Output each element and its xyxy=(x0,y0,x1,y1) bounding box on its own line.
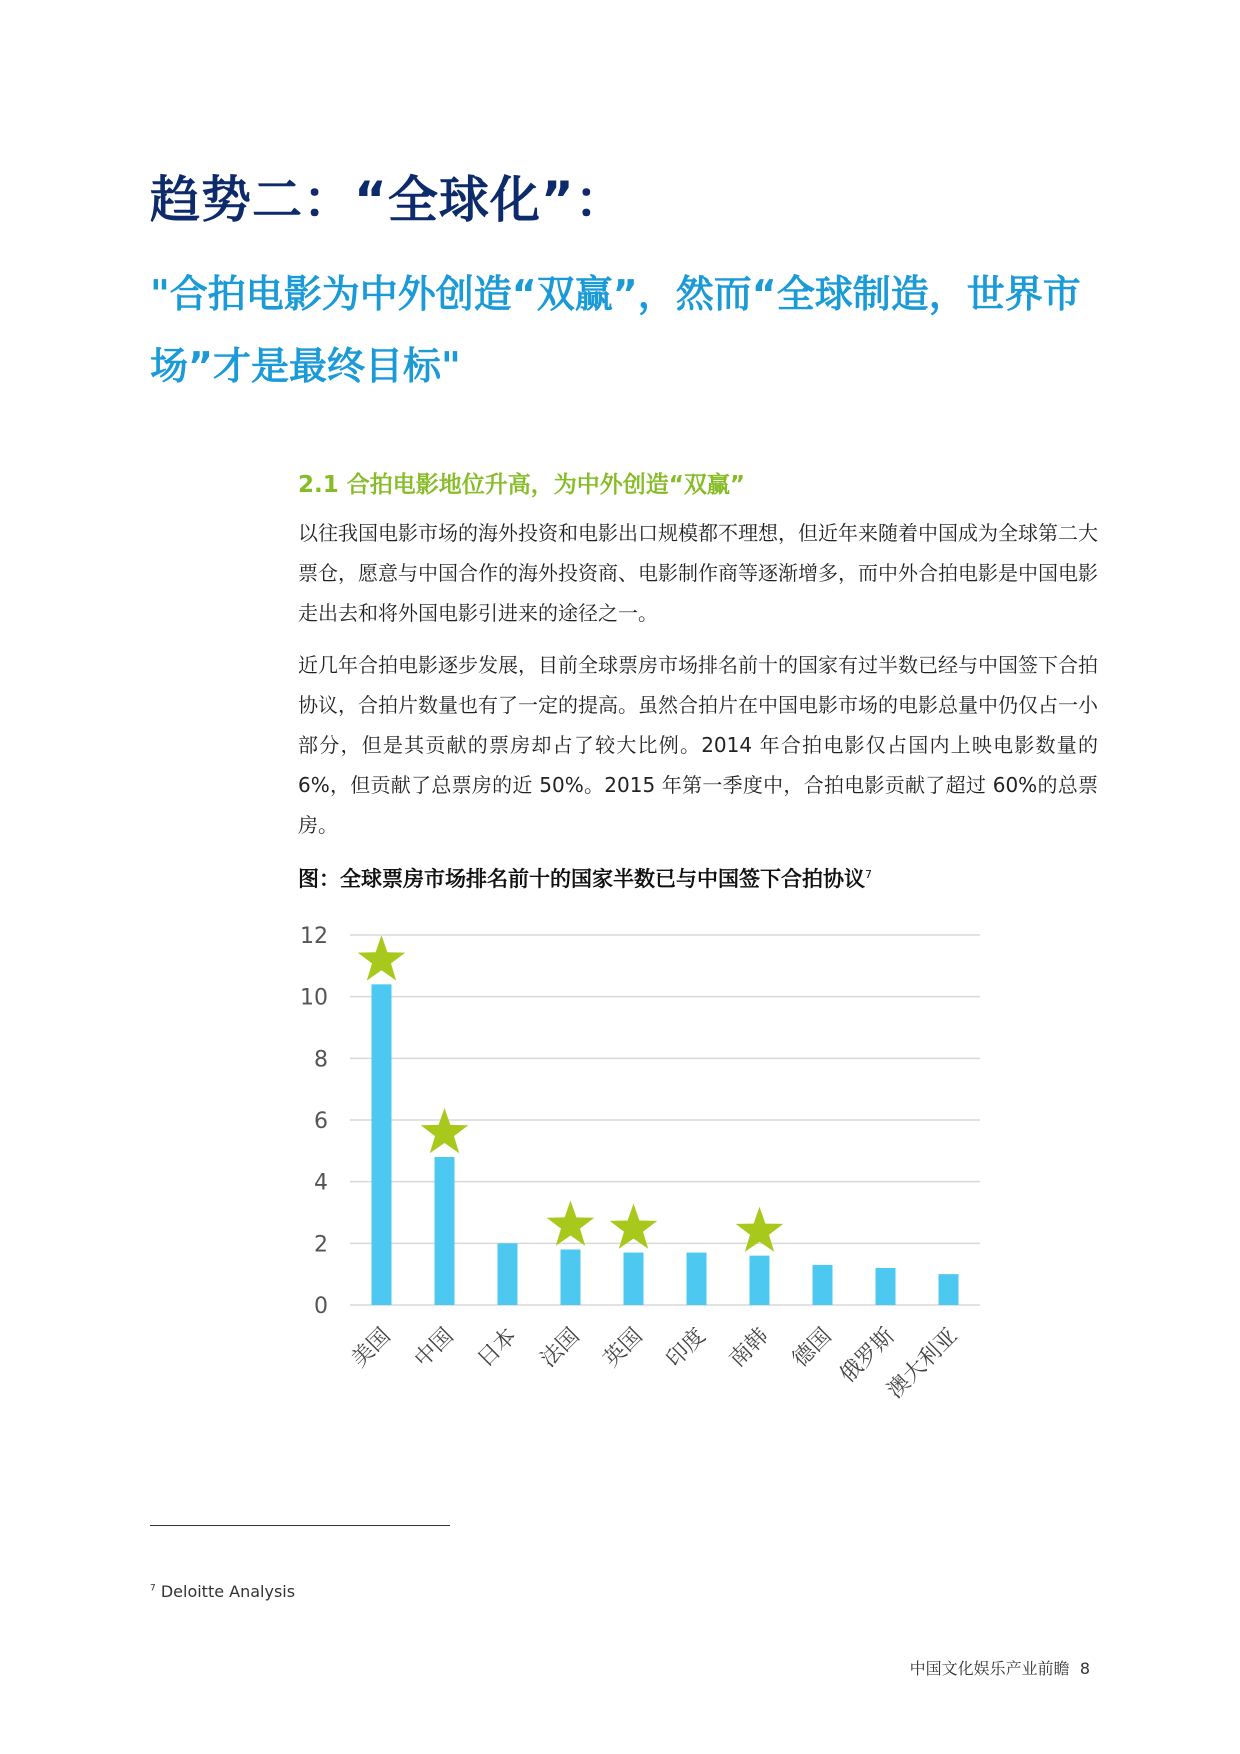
y-tick-label: 10 xyxy=(300,985,328,1011)
bar-chart xyxy=(290,905,990,1495)
body-paragraph-1: 以往我国电影市场的海外投资和电影出口规模都不理想，但近年来随着中国成为全球第二大票仓，愿意与中国合作的海外投资商、电影制作商等逐渐增多，而中外合拍电影是中国电影走出去和将外国电影引进来的途径之一。 xyxy=(298,521,1098,625)
footnote-text: Deloitte Analysis xyxy=(160,1582,296,1601)
x-tick-label: 美国 xyxy=(346,1323,396,1373)
page-number: 8 xyxy=(1079,1659,1090,1678)
bar xyxy=(750,1256,770,1305)
body-paragraph-2: 近几年合拍电影逐步发展，目前全球票房市场排名前十的国家有过半数已经与中国签下合拍协议，合拍片数量也有了一定的提高。虽然合拍片在中国电影市场的电影总量中仍仅占一小部分，但是其贡献的票房却占了较大比例。2014 年合拍电影仅占国内上映电影数量的 6%，但贡献了总票房的近 50%。2015 年第一季度中，合拍电影贡献了超过 60%的总票房。 xyxy=(298,653,1098,837)
page-subtitle: "合拍电影为中外创造“双赢”，然而“全球制造，世界市场”才是最终目标" xyxy=(150,272,1081,388)
footnote-divider xyxy=(150,1525,450,1526)
section-heading: 2.1 合拍电影地位升高，为中外创造“双赢” xyxy=(298,472,745,498)
bar xyxy=(561,1250,581,1306)
y-tick-label: 4 xyxy=(314,1170,328,1196)
star-icon xyxy=(358,935,406,980)
y-tick-label: 0 xyxy=(314,1294,328,1319)
x-tick-label: 印度 xyxy=(661,1323,711,1373)
x-tick-label: 法国 xyxy=(535,1323,585,1373)
bar xyxy=(939,1274,959,1305)
y-tick-label: 6 xyxy=(314,1109,328,1134)
x-tick-label: 中国 xyxy=(409,1323,459,1373)
y-tick-label: 12 xyxy=(300,924,328,949)
bar xyxy=(372,984,392,1305)
bar xyxy=(624,1253,644,1305)
star-icon xyxy=(736,1207,784,1252)
figure-caption-text: 图：全球票房市场排名前十的国家半数已与中国签下合拍协议 xyxy=(298,867,865,891)
figure-caption-footnote-ref: 7 xyxy=(865,868,872,881)
star-icon xyxy=(547,1201,595,1246)
bar xyxy=(435,1157,455,1305)
y-tick-label: 2 xyxy=(314,1232,328,1258)
star-icon xyxy=(421,1108,469,1153)
bar xyxy=(498,1243,518,1305)
footnote xyxy=(150,1582,295,1601)
x-tick-label: 南韩 xyxy=(724,1323,774,1373)
bar xyxy=(687,1253,707,1305)
footer-title: 中国文化娱乐产业前瞻 xyxy=(909,1659,1070,1678)
x-tick-label: 日本 xyxy=(472,1323,522,1373)
footnote-marker: 7 xyxy=(150,1583,156,1594)
bar xyxy=(876,1268,896,1305)
y-tick-label: 8 xyxy=(314,1047,328,1073)
x-tick-label: 俄罗斯 xyxy=(835,1323,900,1388)
x-tick-label: 英国 xyxy=(598,1323,648,1373)
bar xyxy=(813,1265,833,1305)
x-tick-label: 德国 xyxy=(787,1323,837,1373)
page-title: 趋势二：“全球化”： xyxy=(150,171,626,229)
star-icon xyxy=(610,1204,658,1249)
page-footer xyxy=(910,1656,1090,1679)
figure-caption xyxy=(298,863,872,893)
x-tick-label: 澳大利亚 xyxy=(882,1323,963,1404)
